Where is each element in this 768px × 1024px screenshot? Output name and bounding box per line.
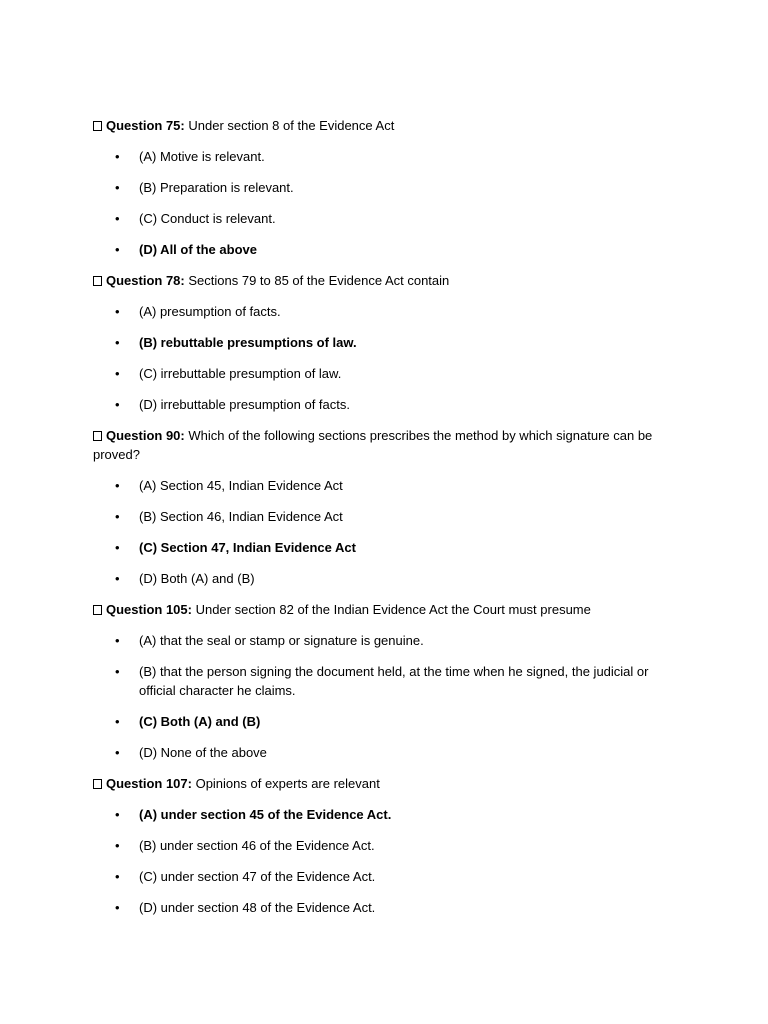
bullet-icon: • bbox=[115, 571, 120, 586]
missing-glyph-icon bbox=[93, 605, 102, 615]
option-text: (C) irrebuttable presumption of law. bbox=[139, 366, 342, 381]
option-item-correct bbox=[93, 333, 668, 352]
question-text: Opinions of experts are relevant bbox=[191, 776, 380, 791]
question-text: Under section 8 of the Evidence Act bbox=[184, 118, 395, 133]
bullet-icon: • bbox=[115, 664, 120, 679]
option-item bbox=[93, 147, 668, 166]
option-item-correct bbox=[93, 240, 668, 259]
question-block bbox=[93, 600, 668, 762]
option-item bbox=[93, 836, 668, 855]
option-text: (A) Section 45, Indian Evidence Act bbox=[139, 478, 343, 493]
option-text: (B) under section 46 of the Evidence Act. bbox=[139, 838, 375, 853]
option-text: (D) Both (A) and (B) bbox=[139, 571, 255, 586]
question-block bbox=[93, 774, 668, 917]
bullet-icon: • bbox=[115, 540, 120, 555]
question-block bbox=[93, 116, 668, 259]
option-list bbox=[93, 147, 668, 259]
question-number: Question 105: bbox=[106, 602, 192, 617]
option-text: (B) Section 46, Indian Evidence Act bbox=[139, 509, 343, 524]
option-item bbox=[93, 743, 668, 762]
question-number: Question 75: bbox=[106, 118, 185, 133]
option-list bbox=[93, 631, 668, 762]
bullet-icon: • bbox=[115, 714, 120, 729]
option-item bbox=[93, 395, 668, 414]
option-item-correct bbox=[93, 712, 668, 731]
missing-glyph-icon bbox=[93, 121, 102, 131]
missing-glyph-icon bbox=[93, 276, 102, 286]
option-item bbox=[93, 631, 668, 650]
document-page bbox=[93, 116, 668, 929]
option-text: (C) Conduct is relevant. bbox=[139, 211, 276, 226]
question-number: Question 90: bbox=[106, 428, 185, 443]
question-line bbox=[93, 426, 668, 464]
option-text: (A) under section 45 of the Evidence Act. bbox=[139, 807, 392, 822]
bullet-icon: • bbox=[115, 807, 120, 822]
option-text: (A) presumption of facts. bbox=[139, 304, 281, 319]
option-item bbox=[93, 302, 668, 321]
question-text: Which of the following sections prescribes the method by which signature can be proved? bbox=[93, 428, 653, 462]
question-text: Under section 82 of the Indian Evidence Act the Court must presume bbox=[191, 602, 591, 617]
option-text: (B) rebuttable presumptions of law. bbox=[139, 335, 357, 350]
question-block bbox=[93, 426, 668, 588]
option-item bbox=[93, 867, 668, 886]
option-text: (C) Section 47, Indian Evidence Act bbox=[139, 540, 356, 555]
option-list bbox=[93, 476, 668, 588]
bullet-icon: • bbox=[115, 509, 120, 524]
option-item bbox=[93, 898, 668, 917]
option-item bbox=[93, 476, 668, 495]
option-text: (D) All of the above bbox=[139, 242, 257, 257]
bullet-icon: • bbox=[115, 397, 120, 412]
option-text: (A) Motive is relevant. bbox=[139, 149, 265, 164]
option-text: (B) that the person signing the document held, at the time when he signed, the judicial or official character he claims. bbox=[139, 664, 649, 698]
option-list bbox=[93, 805, 668, 917]
missing-glyph-icon bbox=[93, 779, 102, 789]
missing-glyph-icon bbox=[93, 431, 102, 441]
bullet-icon: • bbox=[115, 366, 120, 381]
option-text: (C) Both (A) and (B) bbox=[139, 714, 261, 729]
bullet-icon: • bbox=[115, 242, 120, 257]
bullet-icon: • bbox=[115, 211, 120, 226]
option-text: (B) Preparation is relevant. bbox=[139, 180, 294, 195]
option-text: (D) under section 48 of the Evidence Act. bbox=[139, 900, 376, 915]
option-item bbox=[93, 507, 668, 526]
bullet-icon: • bbox=[115, 478, 120, 493]
option-item-correct bbox=[93, 538, 668, 557]
bullet-icon: • bbox=[115, 869, 120, 884]
bullet-icon: • bbox=[115, 304, 120, 319]
question-line bbox=[93, 600, 668, 619]
bullet-icon: • bbox=[115, 180, 120, 195]
bullet-icon: • bbox=[115, 838, 120, 853]
question-number: Question 107: bbox=[106, 776, 192, 791]
option-item-correct bbox=[93, 805, 668, 824]
option-item bbox=[93, 569, 668, 588]
question-line bbox=[93, 271, 668, 290]
option-text: (A) that the seal or stamp or signature is genuine. bbox=[139, 633, 424, 648]
option-item bbox=[93, 662, 668, 700]
option-item bbox=[93, 364, 668, 383]
question-number: Question 78: bbox=[106, 273, 185, 288]
question-line bbox=[93, 774, 668, 793]
option-list bbox=[93, 302, 668, 414]
option-item bbox=[93, 209, 668, 228]
question-block bbox=[93, 271, 668, 414]
option-item bbox=[93, 178, 668, 197]
question-line bbox=[93, 116, 668, 135]
bullet-icon: • bbox=[115, 900, 120, 915]
bullet-icon: • bbox=[115, 745, 120, 760]
option-text: (D) irrebuttable presumption of facts. bbox=[139, 397, 350, 412]
bullet-icon: • bbox=[115, 335, 120, 350]
option-text: (C) under section 47 of the Evidence Act. bbox=[139, 869, 376, 884]
option-text: (D) None of the above bbox=[139, 745, 267, 760]
bullet-icon: • bbox=[115, 633, 120, 648]
bullet-icon: • bbox=[115, 149, 120, 164]
question-text: Sections 79 to 85 of the Evidence Act contain bbox=[184, 273, 450, 288]
